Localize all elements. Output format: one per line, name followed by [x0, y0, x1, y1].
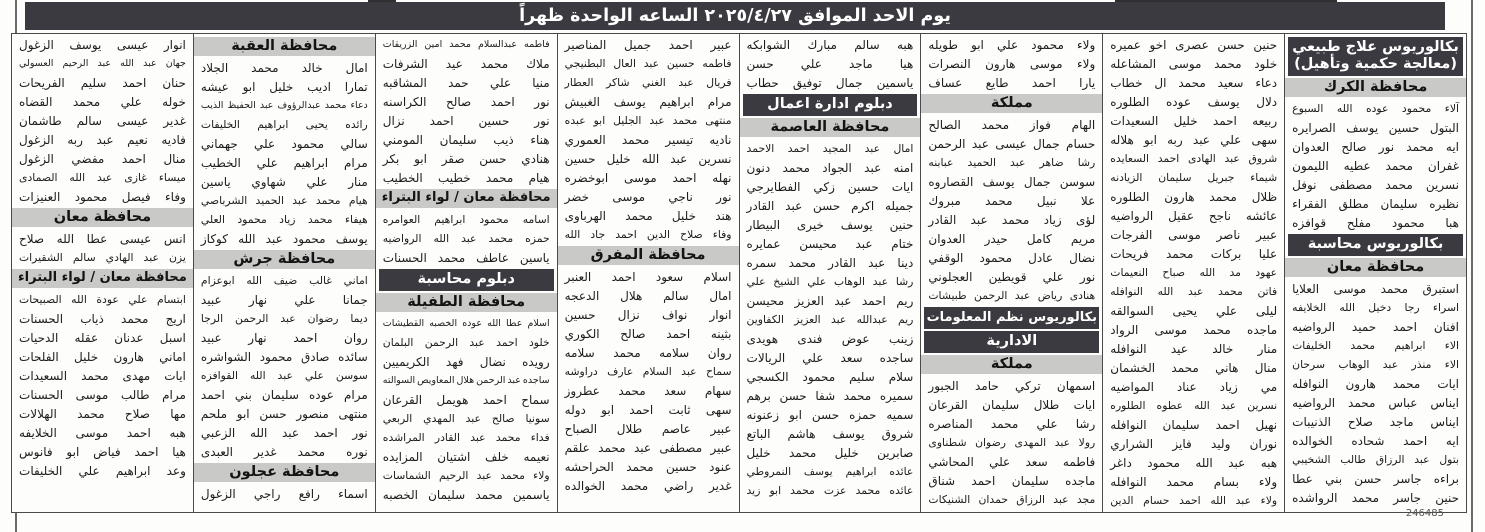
applicant-name: عائده محمد عزت محمد ابو زيد — [746, 484, 914, 497]
applicant-name: ولاء بسام محمد النوافله — [1110, 474, 1278, 489]
applicant-name: ربيعه احمد خليل السعيدات — [1110, 113, 1278, 128]
applicant-name: امال خالد محمد الجلاد — [200, 60, 368, 75]
applicant-name: نور حسين احمد نزال — [382, 113, 550, 128]
qualification-header: بكالوريوس نظم المعلومات — [924, 307, 1099, 329]
applicant-name: ايات حسين زكي الفطايرجي — [746, 179, 914, 194]
applicant-name: ظلال محمد هارون الطلوره — [1110, 189, 1278, 204]
applicant-name: ماجده محمد موسى الرواد — [1110, 322, 1278, 337]
applicant-name: عائده ابراهيم يوسف النمروطي — [746, 465, 914, 478]
page-column-rule-right — [1471, 0, 1473, 532]
qualification-header: دبلوم محاسبة — [379, 269, 554, 291]
applicant-name: ديما رضوان عبد الرحمن الرجا — [200, 312, 368, 325]
applicant-name: الاء ابراهيم محمد الخليفات — [1292, 339, 1459, 352]
applicant-name: حنين جاسر محمد الرواشده — [1292, 490, 1459, 505]
applicant-name: اسماء رافع راجي الزغول — [200, 486, 368, 501]
ad-column-3 — [920, 34, 1102, 512]
applicant-name: نور ناجي موسى خضر — [564, 189, 732, 204]
governorate-header: مملكة — [921, 94, 1102, 113]
applicant-name: اسراء رجا دخيل الله الخلايفه — [1292, 301, 1459, 314]
applicant-name: يارا احمد طايع عساف — [928, 75, 1096, 90]
applicant-name: سلام سليم محمود الكسجي — [746, 369, 914, 384]
applicant-name: نظيره سليمان مطلق الفقراء — [1292, 196, 1459, 211]
applicant-name: هيا احمد فياض ابو فانوس — [19, 444, 186, 459]
applicant-name: نوران وليد فايز الشراري — [1110, 436, 1278, 451]
applicant-name: نهيل احمد سليمان النوافله — [1110, 417, 1278, 432]
applicant-name: نسرين عبد الله خليل حسين — [564, 151, 732, 166]
qualification-header: بكالوريوس محاسبة — [1288, 234, 1463, 256]
applicant-name: زينب عوض فندى هويدى — [746, 331, 914, 346]
applicant-name: اسلام سعود احمد العنبر — [564, 269, 732, 284]
applicant-name: جهان عبد الله عبد الرحيم العسولي — [19, 58, 186, 69]
applicant-name: علا نبيل محمد مبروك — [928, 193, 1096, 208]
governorate-header: محافظة المفرق — [558, 246, 739, 265]
applicant-name: اسلام عطا الله عوده الخصبه القطيشات — [382, 318, 550, 329]
applicant-name: يوسف محمود عبد الله كوكاز — [200, 231, 368, 246]
applicant-name: غدير عيسى سالم طاشمان — [19, 113, 186, 128]
applicant-name: ايه احمد شحاده الخوالده — [1292, 433, 1459, 448]
applicant-name: الهام فواز محمد الصالح — [928, 117, 1096, 132]
applicant-name: نضال عادل محمود الوقفي — [928, 250, 1096, 265]
applicant-name: غدير راضي محمد الخوالده — [564, 478, 732, 493]
applicant-name: عبير مصطفى عبد محمد علقم — [564, 440, 732, 455]
applicant-name: شروق يوسف هاشم الباتع — [746, 426, 914, 441]
applicant-name: هبه احمد موسى الخلايفه — [19, 425, 186, 440]
applicant-name: هيام محمد خطيب الخطيب — [382, 170, 550, 185]
applicant-name: منال احمد مفضي الزغول — [19, 151, 186, 166]
applicant-name: شيماء جبريل سليمان الزيادنه — [1110, 171, 1278, 184]
applicant-name: اماني هارون خليل الفلحات — [19, 349, 186, 364]
applicant-name: حنين يوسف خيرى البيطار — [746, 217, 914, 232]
applicant-name: روان سلامه محمد سلامه — [564, 345, 732, 360]
applicant-name: ايات طلال سليمان القرعان — [928, 397, 1096, 412]
applicant-name: نهله احمد موسى ابوخضره — [564, 170, 732, 185]
applicant-name: نوره محمد غدير العبدى — [200, 444, 368, 459]
applicant-name: ولاء عبد الله احمد حسام الدين — [1110, 494, 1278, 507]
applicant-name: سماح عبد السلام عارف دراوشه — [564, 365, 732, 378]
applicant-name: هنادى رياض عبد الرحمن طبيشات — [928, 289, 1096, 302]
applicant-name: ايات محمد هارون النوافله — [1292, 376, 1459, 391]
applicant-name: سهى ثابت احمد ابو دوله — [564, 402, 732, 417]
applicant-name: رشا ضاهر عبد الحميد عبابنه — [928, 156, 1096, 169]
applicant-name: امال عبد المجيد احمد الاحمد — [746, 142, 914, 155]
applicant-name: جمانا علي نهار عبيد — [200, 292, 368, 307]
applicant-name: مرام طالب موسى الحسنات — [19, 387, 186, 402]
applicant-name: سميه حمزه حسن ابو زعنونه — [746, 407, 914, 422]
applicant-name: ابتسام علي عودة الله الصبيحات — [19, 293, 186, 306]
applicant-name: سالي محمود علي جهماني — [200, 136, 368, 151]
session-date-banner: يوم الاحد الموافق ٢٠٢٥/٤/٢٧ الساعه الواحدة ظهراً — [25, 2, 1445, 30]
applicant-name: هنادي حسن صقر ابو بكر — [382, 151, 550, 166]
applicant-name: دعاء محمد عبدالرؤوف عبد الحفيظ الذيب — [200, 100, 368, 111]
ad-column-4 — [739, 34, 921, 512]
applicant-name: نور علي قويطين العجلوني — [928, 269, 1096, 284]
applicant-name: حسام جمال عيسى عبد الرحمن — [928, 136, 1096, 151]
governorate-header: محافظة معان / لواء البتراء — [12, 269, 193, 288]
applicant-name: ولاء موسى هارون النصرات — [928, 56, 1096, 71]
ad-column-6 — [375, 34, 557, 512]
applicant-name: دعاء سعيد محمد ال خطاب — [1110, 75, 1278, 90]
applicant-name: البتول حسين يوسف الصرايره — [1292, 120, 1459, 135]
applicant-name: ريم احمد عبد العزيز محيسن — [746, 293, 914, 308]
applicant-name: دلال يوسف عوده الطلوره — [1110, 94, 1278, 109]
applicant-name: فاطمه سعد علي المحاشي — [928, 454, 1096, 469]
applicant-name: سائده صادق محمود الشواشره — [200, 349, 368, 364]
applicant-name: ساجده سعد علي الريالات — [746, 350, 914, 365]
applicant-name: الاء منذر عبد الوهاب سرحان — [1292, 358, 1459, 371]
applicant-name: شروق عبد الهادى احمد السعايده — [1110, 152, 1278, 165]
applicant-name: خلود احمد عبد الرحمن البلمان — [382, 336, 550, 349]
applicant-name: هند خليل محمد الهرباوى — [564, 208, 732, 223]
applicant-name: نسرين عبد الله عطوه الطلوره — [1110, 399, 1278, 412]
applicant-name: رولا عبد المهدى رضوان شطناوى — [928, 436, 1096, 449]
applicant-name: حنان احمد سليم الفريحات — [19, 75, 186, 90]
applicant-name: ايناس عباس محمد الرواضيه — [1292, 395, 1459, 410]
applicant-name: ختام عبد محيسن عمايره — [746, 236, 914, 251]
applicant-name: يزن عبد الهادي سالم الشقيرات — [19, 251, 186, 264]
applicant-name: عبير عاصم طلال الصباح — [564, 421, 732, 436]
applicant-name: سوسن جمال يوسف القصاروه — [928, 174, 1096, 189]
applicant-name: نسرين محمد مصطفى نوفل — [1292, 177, 1459, 192]
applicant-name: فاتن محمد عبد الله النوافله — [1110, 285, 1278, 298]
applicant-name: وفاء صلاح الدين احمد جاد الله — [564, 228, 732, 241]
applicant-name: منيا علي حمد المشاقبه — [382, 75, 550, 90]
applicant-name: عبير احمد جميل المناصير — [564, 37, 732, 52]
qualification-header: دبلوم ادارة اعمال — [743, 94, 918, 116]
applicant-name: رويده نضال فهد الكريميين — [382, 354, 550, 369]
applicant-name: انوار عيسى يوسف الزغول — [19, 37, 186, 52]
applicant-name: ميساء غازى عبد الله الصمادى — [19, 171, 186, 184]
applicant-name: منتهى محمد عبد الجليل ابو عبده — [564, 114, 732, 127]
applicant-name: ولاء محمود علي ابو طويله — [928, 37, 1096, 52]
applicant-name: عليا بركات محمد فريحات — [1110, 246, 1278, 261]
applicant-name: هبا محمود مفلح قوافزه — [1292, 215, 1459, 230]
ad-column-1 — [1284, 34, 1466, 519]
applicant-name: هبه عبد الله محمود داغر — [1110, 455, 1278, 470]
applicant-name: سوسن علي عبد الله القوافزه — [200, 369, 368, 382]
applicant-name: مرام ابراهيم يوسف الغبيش — [564, 94, 732, 109]
applicant-name: دينا عبد القادر محمد سمره — [746, 255, 914, 270]
ad-column-2 — [1102, 34, 1284, 512]
applicant-name: عهود مد الله صباح النعيمات — [1110, 266, 1278, 279]
applicant-name: عنود حسين محمد الحراحشه — [564, 459, 732, 474]
applicant-name: مها صلاح محمد الهلالات — [19, 406, 186, 421]
ad-column-7 — [193, 34, 375, 512]
applicant-name: هيا ماجد علي حسن — [746, 56, 914, 71]
applicant-name: سميره محمد شفا حسن برهم — [746, 388, 914, 403]
applicant-name: لؤى زياد محمد عبد القادر — [928, 212, 1096, 227]
governorate-header: مملكة — [921, 355, 1102, 374]
governorate-header: محافظة العقبة — [194, 37, 375, 56]
applicant-name: فريال عبد الغني شاكر العطار — [564, 76, 732, 89]
applicant-name: وعد ابراهيم علي الخليفات — [19, 463, 186, 478]
applicant-name: رشا علي محمد المناصره — [928, 416, 1096, 431]
applicant-name: مرام ابراهيم علي الخطيب — [200, 155, 368, 170]
names-table — [11, 33, 1467, 519]
governorate-header: محافظة الكرك — [1285, 78, 1466, 97]
governorate-header: محافظة معان / لواء البتراء — [376, 189, 557, 208]
applicant-name: تمارا اديب خليل ابو عيشه — [200, 79, 368, 94]
applicant-name: هبه سالم مبارك الشوابكه — [746, 37, 914, 52]
applicant-name: خوله علي محمد القضاه — [19, 94, 186, 109]
applicant-name: ولاء محمد عبد الرحيم الشماسات — [382, 469, 550, 482]
applicant-name: انوار نواف نزال حسين — [564, 307, 732, 322]
applicant-name: منتهى منصور حسن ابو ملحم — [200, 406, 368, 421]
applicant-name: حمزه محمد عبد الله الرواضيه — [382, 232, 550, 245]
governorate-header: محافظة معان — [1285, 258, 1466, 277]
applicant-name: امنه عبد الجواد محمد دنون — [746, 160, 914, 175]
applicant-name: ياسمين جمال توفيق حطاب — [746, 75, 914, 90]
applicant-name: حنين حسن عصرى اخو عميره — [1110, 37, 1278, 52]
applicant-name: سماح احمد هويمل القرعان — [382, 392, 550, 407]
applicant-name: وفاء فيصل محمود العنيزات — [19, 189, 186, 204]
applicant-name: روان احمد نهار عبيد — [200, 330, 368, 345]
ad-number: 246485 — [1405, 508, 1444, 519]
applicant-name: آلاء محمود عوده الله السبوع — [1292, 102, 1459, 115]
applicant-name: استبرق محمد موسى العلايا — [1292, 281, 1459, 296]
governorate-header: محافظة معان — [12, 208, 193, 227]
applicant-name: مجد عبد الرزاق حمدان الشنيكات — [928, 493, 1096, 506]
applicant-name: ليلى علي يحيى السوالقه — [1110, 303, 1278, 318]
applicant-name: ريم عبدالله عبد العزيز الكفاوين — [746, 313, 914, 326]
ad-column-8 — [12, 34, 193, 512]
applicant-name: سهام سعد محمد عطروز — [564, 383, 732, 398]
applicant-name: ايناس ماجد صلاح الذنيبات — [1292, 414, 1459, 429]
applicant-name: صابرين خليل محمد خليل — [746, 445, 914, 460]
applicant-name: فداء محمد عبد القادر المراشده — [382, 431, 550, 444]
applicant-name: ايه محمد نور صالح العدوان — [1292, 139, 1459, 154]
ad-column-5 — [557, 34, 739, 512]
applicant-name: ياسين عاطف محمد الحسنات — [382, 250, 550, 265]
applicant-name: اسبل عدنان عقله الدحيات — [19, 330, 186, 345]
applicant-name: مريم كامل حيدر العدوان — [928, 231, 1096, 246]
applicant-name: مرام عوده سليمان بني احمد — [200, 387, 368, 402]
applicant-name: عائشه ناجح عقيل الرواضيه — [1110, 208, 1278, 223]
applicant-name: ملاك محمد عيد الشرفات — [382, 56, 550, 71]
applicant-name: منال هاني محمد الخشمان — [1110, 360, 1278, 375]
applicant-name: اسمهان تركي حامد الجبور — [928, 378, 1096, 393]
applicant-name: رائده يحيى ابراهيم الخليفات — [200, 118, 368, 131]
applicant-name: ياسمين محمد سليمان الخصبه — [382, 487, 550, 502]
applicant-name: منار علي شهاوي ياسين — [200, 174, 368, 189]
applicant-name: منار خالد عيد النوافله — [1110, 341, 1278, 356]
qualification-header: الادارية — [924, 331, 1099, 353]
applicant-name: ايات مهدى محمد السعيدات — [19, 368, 186, 383]
applicant-name: هيفاء محمد زياد محمود العلي — [200, 213, 368, 226]
governorate-header: محافظة العاصمة — [740, 118, 921, 137]
applicant-name: غفران محمد عطيه الليمون — [1292, 158, 1459, 173]
applicant-name: ساجده عبد الرحمن هلال المعاويص السوالته — [382, 375, 550, 386]
governorate-header: محافظة عجلون — [194, 463, 375, 482]
applicant-name: ناديه تيسير محمد العموري — [564, 132, 732, 147]
qualification-header: بكالوريوس علاج طبيعي (معالجة حكمية وتأهيل) — [1288, 37, 1463, 76]
applicant-name: انس عيسى عطا الله صلاح — [19, 231, 186, 246]
applicant-name: اماني غالب ضيف الله ابوعزام — [200, 274, 368, 287]
applicant-name: ماجده سليمان احمد شناق — [928, 473, 1096, 488]
applicant-name: مي زياد عناد المواضيه — [1110, 379, 1278, 394]
applicant-name: براءه جاسر حسن بني عطا — [1292, 471, 1459, 486]
applicant-name: نعيمه خلف اشتيان المزايده — [382, 449, 550, 464]
applicant-name: فاديه نعيم عبد ربه الزغول — [19, 132, 186, 147]
applicant-name: نور احمد صالح الكراسنه — [382, 94, 550, 109]
applicant-name: اسامه محمود ابراهيم العوامره — [382, 213, 550, 226]
applicant-name: امال سالم هلال الدعجه — [564, 288, 732, 303]
governorate-header: محافظة جرش — [194, 250, 375, 269]
applicant-name: هناء ذيب سليمان المومني — [382, 132, 550, 147]
applicant-name: سهى علي عبد ربه ابو هلاله — [1110, 132, 1278, 147]
applicant-name: جميله اكرم حسن عبد القادر — [746, 198, 914, 213]
applicant-name: رشا عبد الوهاب علي الشيخ علي — [746, 275, 914, 288]
applicant-name: سونيا صالح عبد المهدي الربعي — [382, 412, 550, 425]
applicant-name: افنان احمد حميد الرواضيه — [1292, 319, 1459, 334]
applicant-name: فاطمه حسين عبد العال البطنيجي — [564, 57, 732, 70]
applicant-name: بتول عبد الرزاق طالب الشخيبي — [1292, 453, 1459, 466]
governorate-header: محافظة الطفيلة — [376, 293, 557, 312]
applicant-name: خلود محمد موسى المشاعله — [1110, 56, 1278, 71]
applicant-name: هيام محمد عبد الحميد الشرباصي — [200, 194, 368, 207]
applicant-name: نور احمد عبد الله الزعبي — [200, 425, 368, 440]
applicant-name: اريج محمد ذياب الحسنات — [19, 311, 186, 326]
applicant-name: بثينه احمد صالح الكوري — [564, 326, 732, 341]
applicant-name: عبير ناصر موسى الفرجات — [1110, 227, 1278, 242]
applicant-name: فاطمه عبدالسلام محمد امين الزريقات — [382, 39, 550, 50]
